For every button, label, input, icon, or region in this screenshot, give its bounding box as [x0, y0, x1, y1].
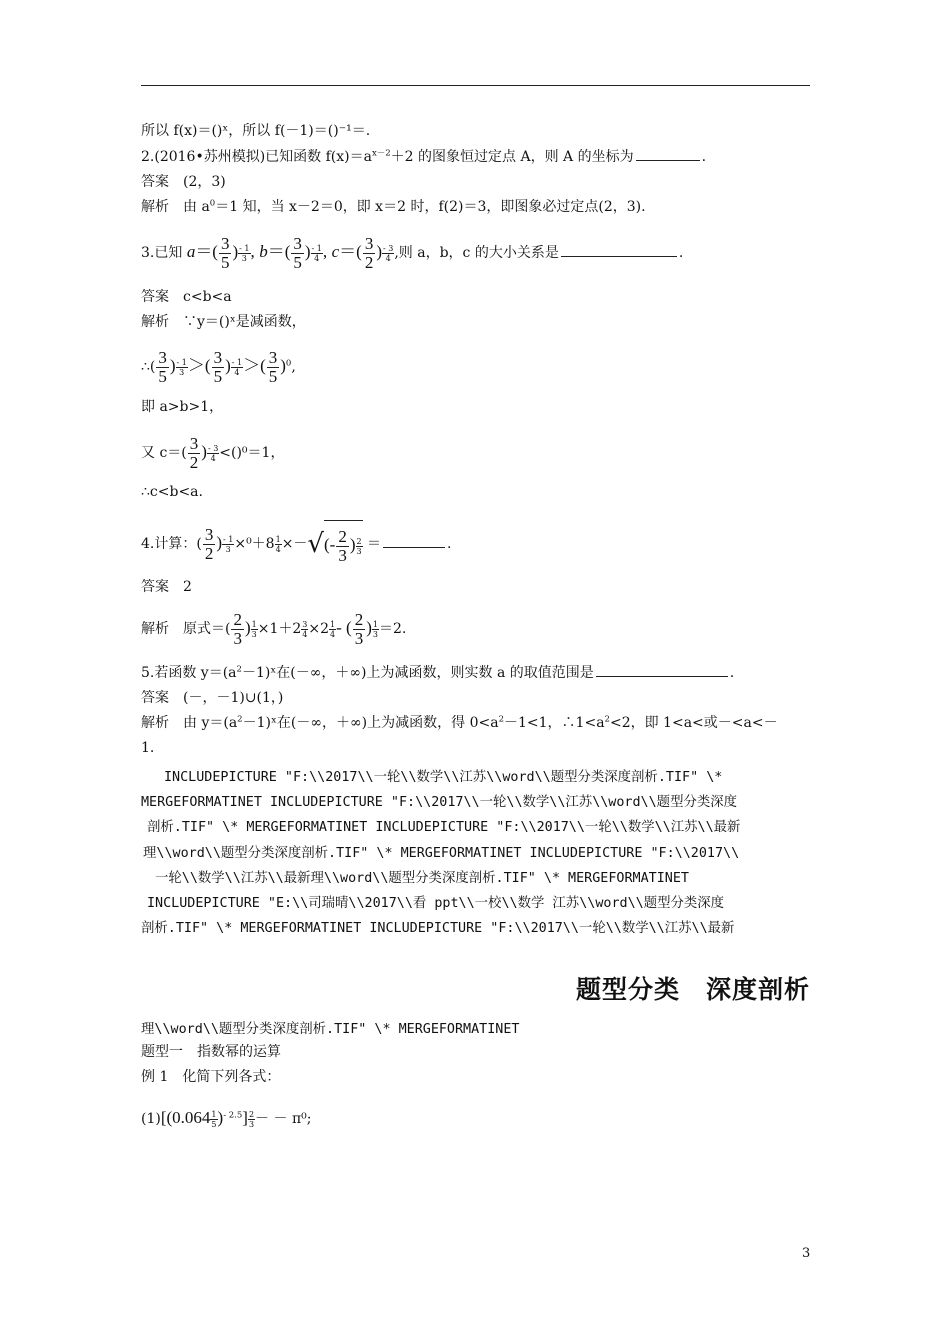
sol2-exponent: 0 — [209, 198, 216, 209]
paren: ) — [366, 618, 372, 637]
fraction: $\frac{2}{3}$ — [233, 609, 242, 648]
example-heading: 例 1 化简下列各式： — [141, 1069, 281, 1085]
fraction: $\frac{3}{2}$ — [204, 524, 214, 563]
fraction: $\frac{3}{5}$ — [220, 233, 230, 272]
text: <()⁰＝1， — [219, 445, 285, 461]
solution-5-cont: 1. — [141, 740, 155, 756]
solution-3-line2 — [141, 346, 296, 387]
field-code: INCLUDEPICTURE "F:\\2017\\一轮\\数学\\江苏\\word\\题型分类深度剖析.TIF" \* — [164, 770, 723, 785]
fraction: $\frac{3}{5}$ — [213, 347, 223, 386]
answer-3: 答案 c<b<a — [141, 289, 232, 305]
exponent-fraction: $\frac{2}{3}$ — [356, 537, 362, 557]
paren: ) — [201, 442, 207, 461]
paren: ) — [376, 242, 382, 261]
question-2 — [141, 148, 706, 166]
exponent-fraction: $\frac{1}{3}$ — [251, 620, 257, 640]
fraction: $\frac{3}{2}$ — [189, 433, 199, 472]
sol2-text: ＝1 知，当 x－2＝0，即 x＝2 时，f(2)＝3，即图象必过定点(2，3). — [215, 199, 646, 215]
text: ×－ — [281, 536, 308, 552]
text: 解析 原式＝( — [141, 621, 231, 637]
exponent-fraction: $\frac{1}{3}$ — [372, 620, 378, 640]
q2-exponent: x－2 — [371, 148, 391, 159]
expr: [(0.064 — [160, 1108, 211, 1127]
answer-2: 答案 (2，3) — [141, 174, 226, 190]
q4-prefix: 4.计算：( — [141, 536, 202, 552]
text: 5.若函数 y＝(a — [141, 665, 237, 681]
exponent: 0 — [285, 358, 292, 369]
var-c: c — [331, 242, 340, 261]
example-1-1 — [141, 1098, 311, 1139]
text-line: 所以 f(x)＝()ˣ，所以 f(－1)＝()⁻¹＝. — [141, 123, 371, 139]
q3-end: . — [678, 245, 684, 261]
var-a: a — [186, 242, 196, 261]
var-b: b — [259, 242, 268, 261]
solution-3-line3: 即 a>b>1， — [141, 399, 224, 415]
question-5 — [141, 664, 734, 682]
q2-text: 2.(2016•苏州模拟)已知函数 f(x)＝a — [141, 149, 372, 165]
field-code: 理\\word\\题型分类深度剖析.TIF" \* MERGEFORMATINET INCLUDEPICTURE "F:\\2017\\ — [143, 846, 740, 861]
exponent-fraction: $\frac{- 3}{4}$ — [207, 444, 219, 464]
fraction: $\frac{3}{2}$ — [364, 233, 374, 272]
question-3 — [141, 232, 683, 273]
exponent-fraction: $\frac{2}{3}$ — [248, 1110, 255, 1130]
text: ＝2. — [378, 621, 407, 637]
fraction: $\frac{2}{3}$ — [354, 609, 364, 648]
answer-5: 答案 (－，－1)∪(1，) — [141, 690, 284, 706]
text: . — [729, 665, 735, 681]
label: (1) — [141, 1111, 161, 1127]
field-code: 一轮\\数学\\江苏\\最新理\\word\\题型分类深度剖析.TIF" \* MERGEFORMATINET — [155, 871, 689, 886]
text: －1)ˣ在(－∞，＋∞)上为减函数，则实数 a 的取值范围是 — [241, 665, 594, 681]
exponent-fraction: $\frac{1}{5}$ — [211, 1110, 217, 1130]
text: - ( — [336, 618, 352, 637]
field-code: 剖析.TIF" \* MERGEFORMATINET INCLUDEPICTURE "F:\\2017\\一轮\\数学\\江苏\\最新 — [147, 820, 741, 835]
therefore: ∴( — [141, 359, 156, 375]
section-heading: 题型分类 深度剖析 — [576, 975, 811, 1004]
greater-than: ＞( — [187, 356, 211, 375]
field-code: 理\\word\\题型分类深度剖析.TIF" \* MERGEFORMATINET — [141, 1022, 520, 1037]
bracket: ] — [242, 1108, 248, 1127]
eq: ＝( — [267, 242, 291, 261]
answer-4: 答案 2 — [141, 579, 192, 595]
text: ×1＋2 — [257, 621, 302, 637]
comma: , — [322, 242, 328, 261]
text: 又 c＝( — [141, 445, 187, 461]
fraction: $\frac{2}{3}$ — [338, 526, 347, 565]
exponent-fraction: $\frac{1}{4}$ — [275, 535, 281, 555]
exponent-fraction: $\frac{- 1}{3}$ — [239, 244, 250, 264]
comma: , — [291, 359, 296, 375]
paren: ) — [169, 356, 176, 375]
text: ×2 — [308, 621, 330, 637]
eq: ＝( — [339, 242, 362, 261]
comma: , — [250, 242, 255, 261]
q2-end: . — [701, 149, 707, 165]
exponent-fraction: $\frac{- 3}{4}$ — [382, 244, 394, 264]
solution-5: 解析 由 $y=(a^2-1)ˣ$在(－∞，＋∞)上为减函数，得 $0<a^2-1<1$，$\therefore 1<a^2<2$，即 1<a<或－<a<－ — [141, 714, 778, 731]
answer-blank — [561, 244, 677, 257]
q4-end: . — [447, 536, 452, 552]
exponent: - 2.5 — [223, 1110, 243, 1121]
greater-than: ＞( — [243, 356, 266, 375]
paren: ) — [225, 356, 231, 375]
solution-3-line4 — [141, 432, 284, 473]
fraction: $\frac{3}{5}$ — [158, 347, 167, 386]
sol2-text: 解析 由 a — [141, 199, 210, 215]
header-rule — [141, 85, 810, 86]
eq: ＝ — [367, 536, 382, 552]
text: － － π⁰; — [255, 1111, 312, 1127]
paren: ) — [232, 242, 239, 261]
field-code: MERGEFORMATINET INCLUDEPICTURE "F:\\2017\\一轮\\数学\\江苏\\word\\题型分类深度 — [141, 795, 738, 810]
exponent-fraction: $\frac{3}{4}$ — [302, 620, 308, 640]
field-code: 剖析.TIF" \* MERGEFORMATINET INCLUDEPICTURE "F:\\2017\\一轮\\数学\\江苏\\最新 — [141, 921, 735, 936]
exponent: 2 — [236, 664, 242, 675]
exponent-fraction: $\frac{- 1}{4}$ — [231, 358, 243, 378]
solution-3-line5: ∴c<b<a. — [141, 484, 203, 500]
field-code: INCLUDEPICTURE "E:\\司瑞晴\\2017\\看 ppt\\一校\\数学 江苏\\word\\题型分类深度 — [147, 896, 725, 911]
answer-blank — [636, 148, 700, 161]
text: ×⁰＋8 — [234, 536, 275, 552]
q2-text: ＋2 的图象恒过定点 A，则 A 的坐标为 — [390, 149, 634, 165]
answer-blank — [596, 664, 728, 677]
paren: ) — [216, 533, 222, 552]
exponent-fraction: $\frac{- 1}{3}$ — [176, 358, 187, 378]
solution-4 — [141, 608, 406, 649]
paren: ) — [217, 1108, 224, 1127]
fraction: $\frac{3}{5}$ — [293, 233, 302, 272]
eq: ＝( — [195, 242, 218, 261]
q3-tail: ,则 a，b，c 的大小关系是 — [394, 245, 559, 261]
question-4 — [141, 520, 452, 568]
page-number: 3 — [802, 1246, 811, 1261]
paren: ) — [244, 618, 251, 637]
sqrt-icon: √ — [307, 529, 324, 559]
type-heading: 题型一 指数幂的运算 — [141, 1044, 281, 1060]
fraction: $\frac{3}{5}$ — [268, 347, 278, 386]
answer-blank — [383, 535, 445, 548]
solution-2 — [141, 198, 646, 216]
exponent-fraction: $\frac{- 1}{4}$ — [311, 244, 322, 264]
exponent-fraction: $\frac{- 1}{3}$ — [223, 535, 234, 555]
solution-3-line1: 解析 ∵y＝()ˣ是减函数， — [141, 314, 306, 330]
paren: ) — [304, 242, 311, 261]
exponent-fraction: $\frac{1}{4}$ — [330, 620, 336, 640]
radicand: (- $\frac{2}{3}$ ) $\frac{2}{3}$ — [324, 520, 363, 568]
q3-prefix: 3.已知 — [141, 245, 183, 261]
paren: ) — [280, 356, 286, 375]
